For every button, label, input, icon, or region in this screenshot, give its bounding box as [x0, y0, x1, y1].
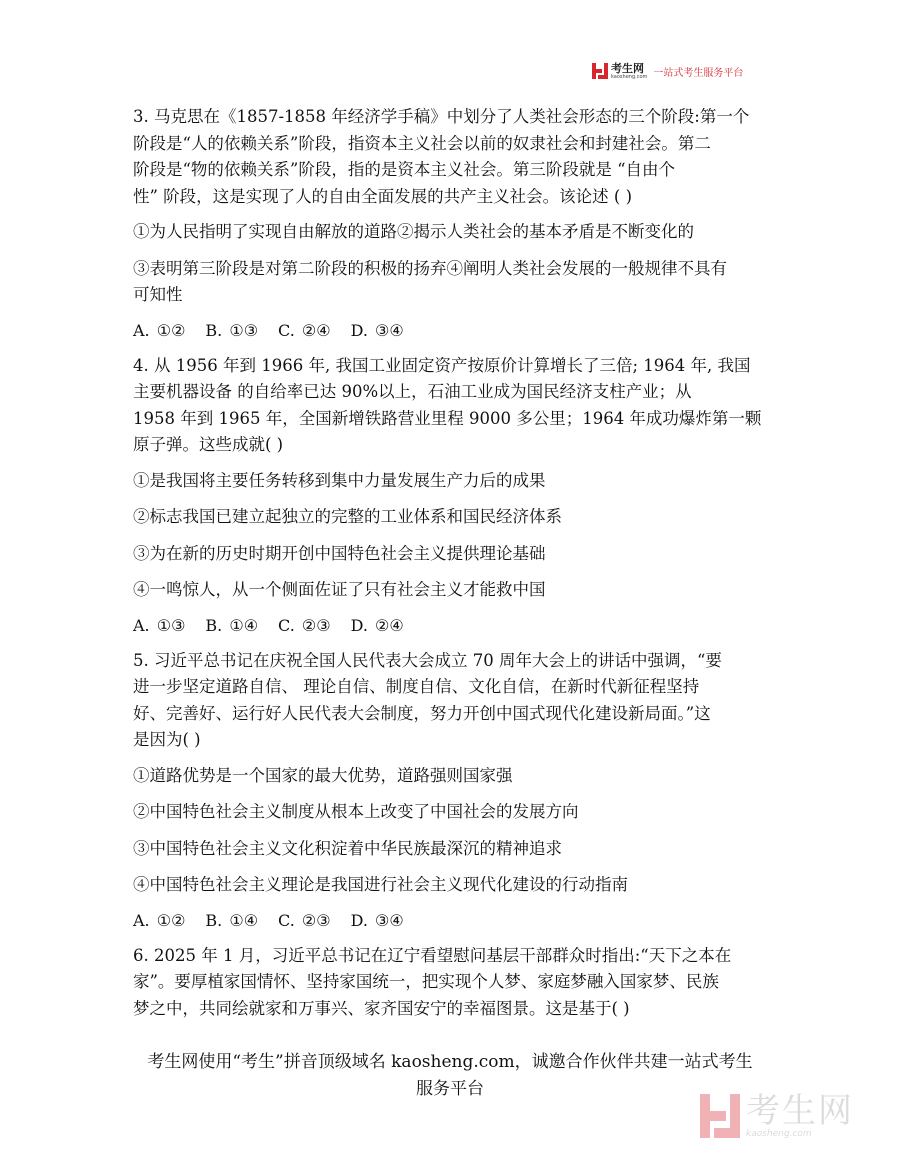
answer-choice[interactable]: C. ②④: [278, 320, 331, 340]
stem-line: 主要机器设备 的自给率已达 90%以上，石油工业成为国民经济支柱产业；从: [133, 382, 692, 401]
watermark-name: 考生网: [746, 1090, 854, 1131]
answer-choice[interactable]: B. ①④: [205, 615, 259, 635]
stem-line: 阶段是“人的依赖关系”阶段，指资本主义社会以前的奴隶社会和封建社会。第二: [133, 133, 711, 153]
statement-line: ④一鸣惊人，从一个侧面佐证了只有社会主义才能救中国: [133, 580, 546, 599]
stem-line: 进一步坚定道路自信、 理论自信、制度自信、文化自信，在新时代新征程坚持: [133, 677, 700, 696]
stem-line: 阶段是“物的依赖关系”阶段，指的是资本主义社会。第三阶段就是 “自由个: [133, 160, 676, 179]
statement-line: ③中国特色社会主义文化积淀着中华民族最深沉的精神追求: [133, 838, 562, 858]
logo-name: 考生网: [611, 61, 644, 75]
stem-line: 家”。要厚植家国情怀、坚持家国统一，把实现个人梦、家庭梦融入国家梦、民族: [133, 972, 719, 991]
answer-choice[interactable]: D. ③④: [350, 320, 404, 340]
stem-line: 梦之中，共同绘就家和万事兴、家齐国安宁的幸福图景。这是基于( ): [133, 998, 630, 1018]
answer-choice[interactable]: A. ①②: [133, 910, 186, 930]
statement-option: [133, 799, 773, 826]
statement-option: [133, 256, 773, 309]
question-block: [133, 648, 773, 933]
statement-line: ③为在新的历史时期开创中国特色社会主义提供理论基础: [133, 543, 546, 563]
answer-choice[interactable]: A. ①②: [133, 320, 186, 340]
stem-line: 是因为( ): [133, 730, 201, 749]
footer-line-2: 服务平台: [416, 1079, 484, 1099]
stem-line: 好、完善好、运行好人民代表大会制度，努力开创中国式现代化建设新局面。”这: [133, 703, 711, 723]
header-logo[interactable]: [592, 60, 743, 82]
statement-line: ③表明第三阶段是对第二阶段的积极的扬弃④阐明人类社会发展的一般规律不具有: [133, 258, 727, 278]
stem-line: 3. 马克思在《1857-1858 年经济学手稿》中划分了人类社会形态的三个阶段:第一个: [133, 107, 750, 126]
answer-choice[interactable]: D. ③④: [350, 910, 404, 930]
stem-line: 4. 从 1956 年到 1966 年, 我国工业固定资产按原价计算增长了三倍; 1964 年, 我国: [133, 355, 751, 375]
statement-option: [133, 763, 773, 790]
statement-line: 可知性: [133, 285, 183, 304]
footer: [130, 1049, 770, 1103]
statement-option: [133, 504, 773, 531]
question-stem: [133, 943, 773, 1023]
answer-choices: [133, 319, 773, 343]
answer-choice[interactable]: C. ②③: [278, 910, 331, 930]
statement-option: [133, 872, 773, 899]
statement-option: [133, 577, 773, 604]
answer-choice[interactable]: B. ①③: [205, 320, 259, 340]
answer-choices: [133, 614, 773, 638]
statement-line: ④中国特色社会主义理论是我国进行社会主义现代化建设的行动指南: [133, 875, 628, 894]
answer-choice[interactable]: B. ①④: [205, 910, 259, 930]
stem-line: 原子弹。这些成就( ): [133, 435, 284, 454]
stem-line: 性” 阶段，这是实现了人的自由全面发展的共产主义社会。该论述 ( ): [133, 186, 633, 206]
statement-line: ②标志我国已建立起独立的完整的工业体系和国民经济体系: [133, 507, 562, 526]
watermark-logo-icon: [700, 1094, 740, 1138]
logo-slogan: 一站式考生服务平台: [653, 67, 744, 79]
stem-line: 1958 年到 1965 年，全国新增铁路营业里程 9000 多公里；1964 年成功爆炸第一颗: [133, 408, 762, 428]
watermark: [700, 1089, 870, 1143]
question-block: [133, 943, 773, 1023]
stem-line: 5. 习近平总书记在庆祝全国人民代表大会成立 70 周年大会上的讲话中强调，“要: [133, 650, 722, 670]
question-stem: [133, 353, 773, 459]
answer-choice[interactable]: A. ①③: [133, 615, 186, 635]
question-block: [133, 353, 773, 638]
watermark-domain: kaosheng.com: [746, 1128, 812, 1139]
question-list: [133, 104, 773, 1031]
statement-line: ①为人民指明了实现自由解放的道路②揭示人类社会的基本矛盾是不断变化的: [133, 222, 694, 241]
question-stem: [133, 648, 773, 754]
answer-choice[interactable]: C. ②③: [278, 615, 331, 635]
statement-option: [133, 836, 773, 863]
kaosheng-logo-icon: [592, 63, 608, 79]
question-block: [133, 104, 773, 343]
statement-option: [133, 541, 773, 568]
stem-line: 6. 2025 年 1 月，习近平总书记在辽宁看望慰问基层干部群众时指出:“天下之本在: [133, 945, 732, 965]
logo-domain: kaosheng.com: [611, 73, 648, 80]
statement-option: [133, 468, 773, 495]
answer-choice[interactable]: D. ②④: [350, 615, 404, 635]
statement-line: ①道路优势是一个国家的最大优势，道路强则国家强: [133, 765, 513, 785]
footer-line-1: 考生网使用“考生”拼音顶级域名 kaosheng.com，诚邀合作伙伴共建一站式考生: [147, 1052, 753, 1072]
statement-line: ①是我国将主要任务转移到集中力量发展生产力后的成果: [133, 470, 546, 490]
answer-choices: [133, 909, 773, 933]
statement-option: [133, 219, 773, 246]
question-stem: [133, 104, 773, 210]
statement-line: ②中国特色社会主义制度从根本上改变了中国社会的发展方向: [133, 802, 579, 821]
